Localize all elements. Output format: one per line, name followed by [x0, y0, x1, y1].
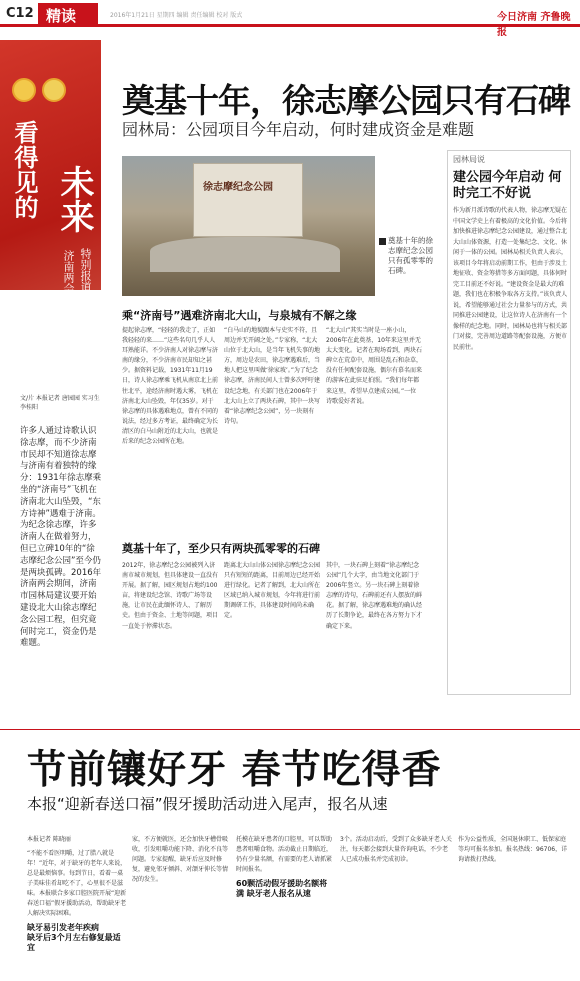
- bottom-byline: 本报记者 陈晓丽: [27, 836, 71, 843]
- bottom-subhead-1: 缺牙易引发老年疾病: [27, 923, 99, 932]
- bottom-subhead: 本报“迎新春送口福”假牙援助活动进入尾声，报名从速: [27, 795, 388, 813]
- bottom-column-5: 作为公益性质，全国退休职工、低保家庭等均可报名参加。报名热线：96706，详询请拨打热线。: [458, 836, 568, 863]
- cppcc-emblem-icon: [42, 78, 66, 102]
- paper-name: 今日济南 齐鲁晚报: [497, 12, 571, 38]
- dateline: 2016年1月21日 星期四 编辑 责任编辑 校对 版式: [110, 12, 243, 19]
- section-heading-1: 乘“济南号”遇难济南北大山，与泉城有不解之缘: [122, 309, 357, 322]
- lead-paragraph: 许多人通过诗歌认识徐志摩，而不少济南市民却不知道徐志摩与济南有着独特的缘分：1931年徐志摩乘坐的“济南号”飞机在济南北大山坠毁，“东方诗神”遇难于济南。为纪念徐志摩，许多济南人在做着努力，但已立碑10年的“徐志摩纪念公园”至今仍是两块孤碑。2016年济南两会期间，济南市园林局建议要开始建设北大山徐志摩纪念公园工程，但究竟何时完工，资金仍是难题。: [20, 426, 102, 649]
- article-column-1: 提起徐志摩，“轻轻的我走了，正如我轻轻的来……”这些名句几乎人人耳熟能详。不少济南人对徐志摩与济南的缘分，不少济南市民却知之甚少。据资料记载，1931年11月19日，诗人徐志摩乘飞机从南京北上前往北平，途经济南时遇大雾，飞机在济南北大山坠毁，年仅35岁。对于徐志摩的具体遇难地点，曾有不同的说法，经过多方考证，最终确定为长清区的白马山附近的北大山，也就是后来的纪念公园所在地。: [122, 327, 218, 446]
- sidebar-sub-b: 特别报道: [79, 248, 92, 292]
- sidebar-title-b: 未来: [54, 165, 94, 233]
- article-headline: 奠基十年，徐志摩公园只有石碑: [122, 81, 570, 120]
- bottom-column-2: 家，不方便就医，还会加快牙槽骨吸收，引发咀嚼功能下降、消化不良等问题。专家提醒，缺牙后应及时修复，避免邻牙倾斜、对颌牙伸长等情况的发生。: [132, 836, 229, 883]
- bottom-column-4: 3个。活动启动后，受到了众多缺牙老人关注，每天都会接到大量咨询电话，不少老人已成功报名并完成初诊。: [340, 836, 452, 863]
- page-number: C12: [6, 6, 34, 21]
- article-column-6: 其中，一块石碑上刻着“徐志摩纪念公园”几个大字，由当地文化部门于2006年竖立。另一块石碑上刻着徐志摩的诗句，石碑前还有人摆放的鲜花。据了解，徐志摩遇难地的确认经历了长期争论，最终在各方努力下才确定下来。: [326, 562, 422, 630]
- bottom-column-3: [236, 835, 334, 975]
- section-tag: 精读: [38, 3, 98, 25]
- sidebar-sub-a: 济南两会: [62, 250, 75, 294]
- sidebar-box-body: 作为新月派诗歌的代表人物，徐志摩无疑在中国文学史上有着极高的文化价值。今后将加快推进徐志摩纪念公园建设，通过整合北大山山体资源，打造一处集纪念、文化、休闲于一体的公园。园林局相关负责人表示，该项目今年将启动前期工作，但由于涉及土地征收、资金筹措等多方面问题，具体何时完工目前还不好说。“建设资金是最大的难题，我们也在积极争取各方支持。”该负责人说，希望能够通过社会力量参与的方式，共同推进公园建设，让这位诗人在济南有一个像样的纪念地。同时，园林局也将与相关部门对接，完善周边道路等配套设施，方便市民前往。: [453, 207, 568, 351]
- article-column-2: “白马山的地貌跟本与史实不符，且周边并无开阔之处。”专家称，“北大山位于北大山，是当年飞机失事的地方，周边是农田，徐志摩遇难后，当地人把这里叫做‘徐家坡’。”为了纪念徐志摩，济南民间人士曾多次呼吁建设纪念地，有关部门也在2006年于北大山上立了两块石碑，其中一块写着“徐志摩纪念公园”，另一块刻有诗句。: [224, 327, 320, 425]
- rock-pile: [150, 237, 340, 272]
- bottom-column-1: [27, 835, 127, 975]
- section-divider: [0, 729, 580, 730]
- article-column-4: 2012年，徐志摩纪念公园被列入济南市城市规划，但具体建设一直没有开展。据了解，园区规划占地约100亩，将建设纪念馆、诗歌广场等设施，让市民在此缅怀诗人、了解历史。但由于资金、土地等问题，项目一直处于停滞状态。: [122, 562, 218, 630]
- sidebar-box-title: 建公园今年启动 何时完工不好说: [453, 170, 562, 201]
- byline: 文/片 本报记者 唐园园 实习生 李桂阳: [20, 395, 100, 411]
- national-emblem-icon: [12, 78, 36, 102]
- section-heading-2: 奠基十年了，至少只有两块孤零零的石碑: [122, 542, 320, 555]
- bottom-headline: 节前镶好牙 春节吃得香: [27, 747, 442, 793]
- article-subhead: 园林局：公园项目今年启动，何时建成资金是难题: [122, 120, 475, 139]
- sidebar-box-tag: 园林局说: [453, 155, 485, 164]
- article-column-5: 距离北大山山体公园徐志摩纪念公园只有短短的距离，目前周边已经开始进行绿化。记者了解到，北大山所在区域已纳入城市规划，今年将进行前期调研工作，具体建设时间尚未确定。: [224, 562, 320, 620]
- photo-caption: 奠基十年的徐志摩纪念公园只有孤零零的石碑。: [388, 236, 433, 275]
- bottom-subhead-2: 缺牙后3个月左右修复最适宜: [27, 933, 121, 952]
- article-column-3: “北大山”其实当时是一座小山，2006年在此奠基，10年来这里并无太大变化。记者在现场看到，两块石碑立在荒草中，周围是乱石和杂草，没有任何配套设施，偶尔有慕名而来的游客在此驻足拍照。“我们每年都来这里，希望早点建成公园。”一位诗歌爱好者说。: [326, 327, 422, 405]
- bottom-col3-text: 托模在缺牙患者的口腔里，可以帮助患者咀嚼食物。活动截止日期临近，仍有少量名额，有需要的老人请抓紧时间报名。: [236, 836, 333, 873]
- bottom-col1-text: “不能不看医明嚼，过了腊八就是年！”近年，对于缺牙的老年人来说，总是最烦恼事。每到节日，看着一桌子美味佳肴却吃不了，心里很不是滋味。本报联合多家口腔医院开展“迎新春送口福”假牙援助活动，帮助缺牙老人解决实际困难。: [27, 850, 127, 917]
- stone-inscription: 徐志摩纪念公园: [203, 182, 273, 193]
- memorial-stone: [193, 163, 303, 237]
- bottom-subhead-3: 60颗活动假牙援助名额将满 缺牙老人报名从速: [236, 879, 328, 898]
- sidebar-title-a: 看得见的: [10, 120, 38, 220]
